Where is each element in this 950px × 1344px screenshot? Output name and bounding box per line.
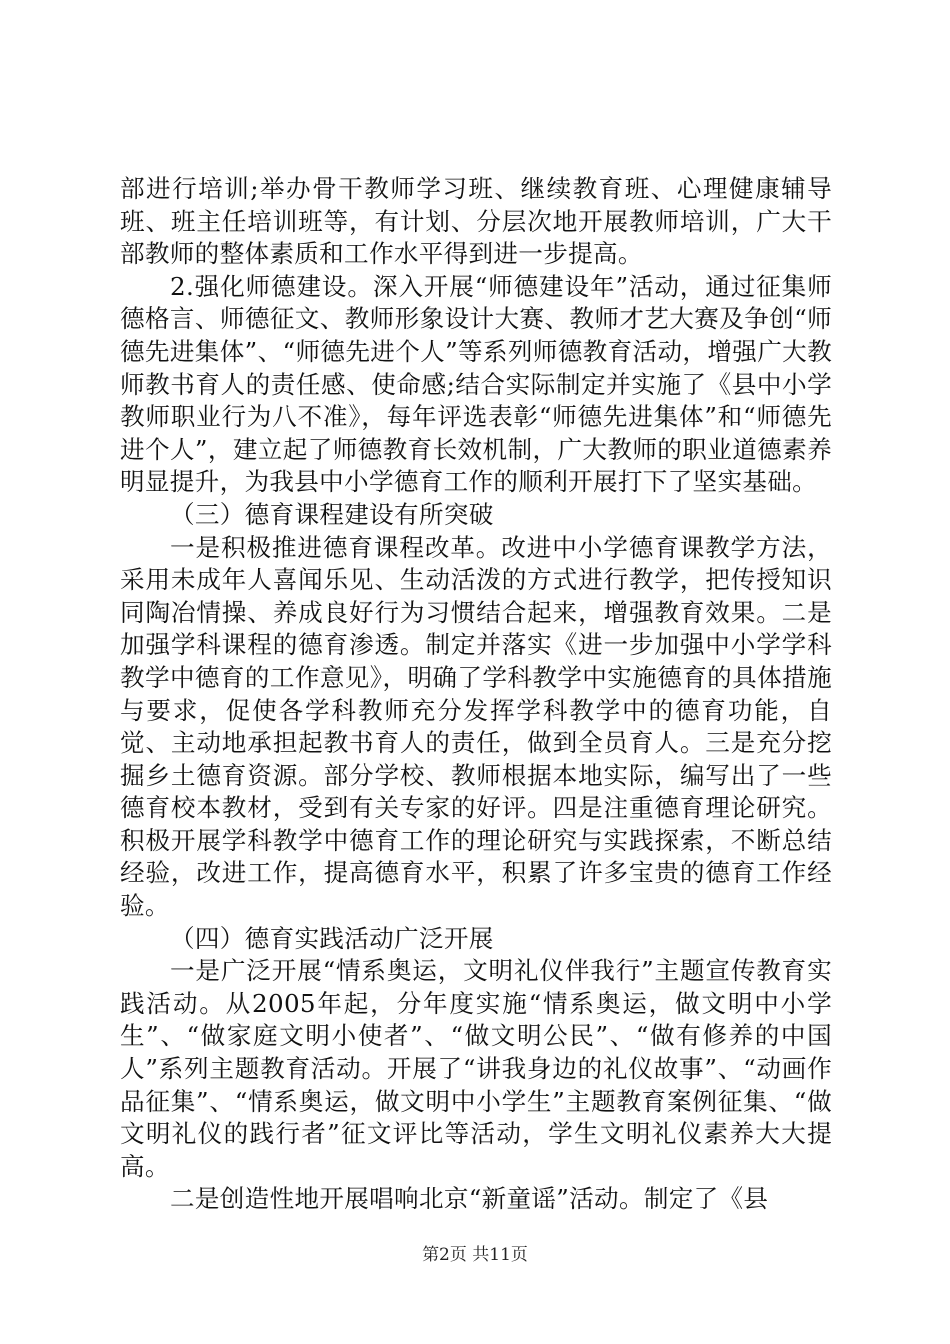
page-footer: 第2页 共11页	[422, 1245, 528, 1265]
section-heading-3: （三）德育课程建设有所突破	[170, 499, 494, 529]
paragraph-teacher-ethics: 2.强化师德建设。深入开展“师德建设年”活动，通过征集师德格言、师德征文、教师形象设计大赛、教师才艺大赛及争创“师德先进集体”、“师德先进个人”等系列师德教育活动，增强广大教师教书育人的责任感、使命感;结合实际制定并实施了《县中小学教师职业行为八不准》，每年评选表彰“师德先进集体”和“师德先进个人”，建立起了师德教育长效机制，广大教师的职业道德素养明显提升，为我县中小学德育工作的顺利开展打下了坚实基础。	[120, 271, 832, 497]
paragraph-olympic-activities: 一是广泛开展“情系奥运，文明礼仪伴我行”主题宣传教育实践活动。从2005年起，分年度实施“情系奥运，做文明中小学生”、“做家庭文明小使者”、“做文明公民”、“做有修养的中国人”系列主题教育活动。开展了“讲我身边的礼仪故事”、“动画作品征集”、“情系奥运，做文明中小学生”主题教育案例征集、“做文明礼仪的践行者”征文评比等活动，学生文明礼仪素养大大提高。	[120, 956, 832, 1181]
document-body	[120, 173, 832, 1216]
paragraph-nursery-rhymes: 二是创造性地开展唱响北京“新童谣”活动。制定了《县	[170, 1184, 769, 1214]
section-heading-4: （四）德育实践活动广泛开展	[170, 923, 494, 953]
paragraph-curriculum: 一是积极推进德育课程改革。改进中小学德育课教学方法，采用未成年人喜闻乐见、生动活泼的方式进行教学，把传授知识同陶冶情操、养成良好行为习惯结合起来，增强教育效果。二是加强学科课程的德育渗透。制定并落实《进一步加强中小学学科教学中德育的工作意见》，明确了学科教学中实施德育的具体措施与要求，促使各学科教师充分发挥学科教学中的德育功能，自觉、主动地承担起教书育人的责任，做到全员育人。三是充分挖掘乡土德育资源。部分学校、教师根据本地实际，编写出了一些德育校本教材，受到有关专家的好评。四是注重德育理论研究。积极开展学科教学中德育工作的理论研究与实践探索，不断总结经验，改进工作，提高德育水平，积累了许多宝贵的德育工作经验。	[120, 532, 832, 921]
paragraph-continuation: 部进行培训;举办骨干教师学习班、继续教育班、心理健康辅导班、班主任培训班等，有计划、分层次地开展教师培训，广大干部教师的整体素质和工作水平得到进一步提高。	[120, 174, 832, 269]
